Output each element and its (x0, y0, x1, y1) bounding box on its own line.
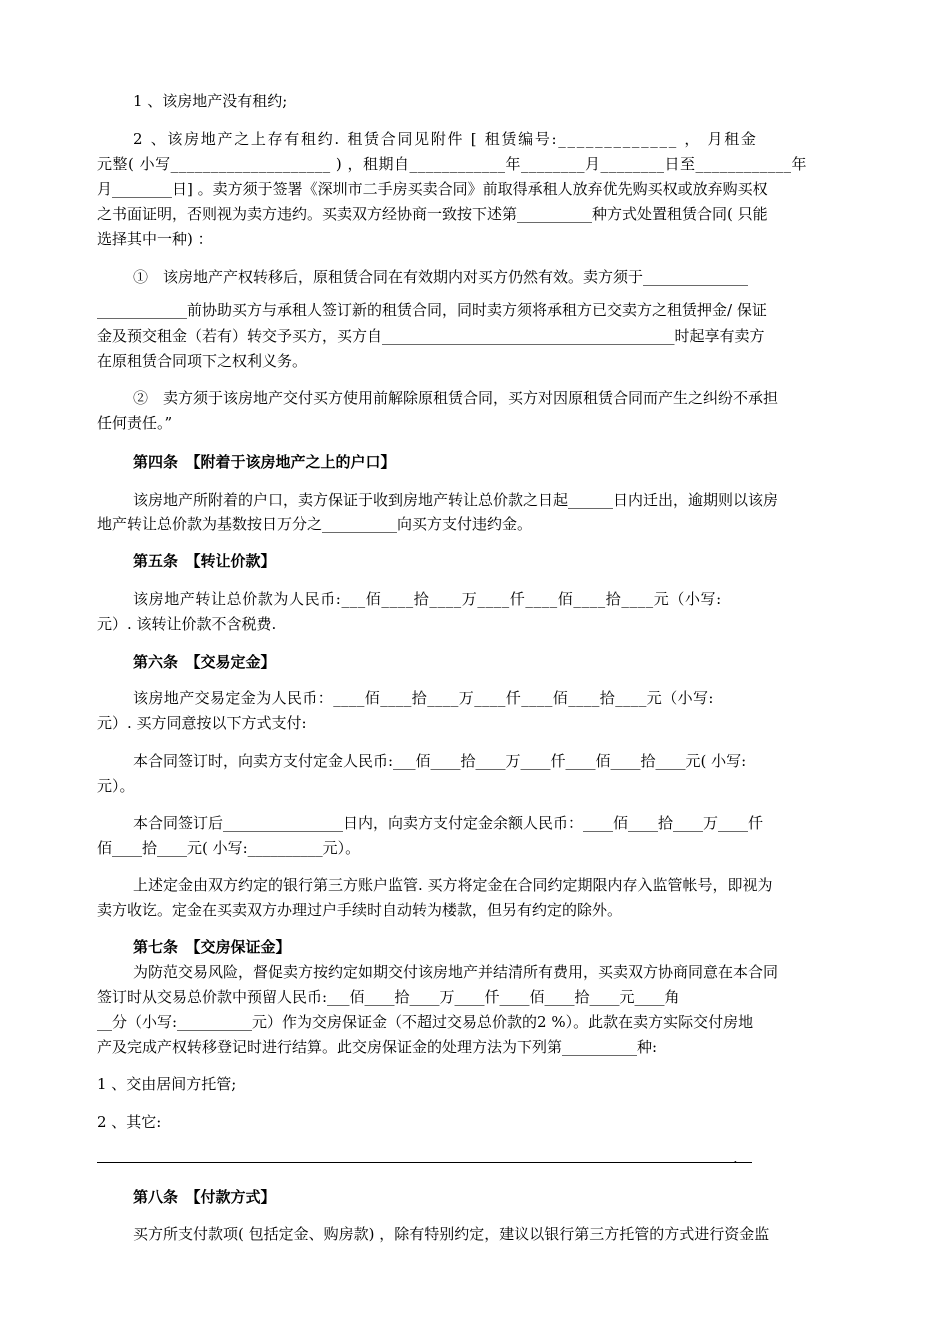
text-line: 上述定金由双方约定的银行第三方账户监管. 买方将定金在合同约定期限内存入监管帐号，即视为 (133, 876, 773, 894)
option-1: 1 、交由居间方托管; (97, 1075, 237, 1093)
text-line: 选择其中一种) ： (97, 230, 213, 248)
text-line: 本合同签订时，向卖方支付定金人民币:___佰____拾____万____仟____佰____拾____元( 小写: (133, 752, 747, 770)
text-line: ____________前协助买方与承租人签订新的租赁合同，同时卖方须将承租方已交卖方之租赁押金/ 保证 (97, 301, 767, 319)
option-1: ① 该房地产产权转移后，原租赁合同在有效期内对买方仍然有效。卖方须于______________ (133, 268, 749, 286)
text-line: 买方所支付款项( 包括定金、购房款) ，除有特别约定，建议以银行第三方托管的方式进行资金监 (133, 1225, 770, 1243)
clause-item-1: 1 、该房地产没有租约; (133, 92, 288, 110)
text-line: 元）。 (97, 777, 135, 795)
text-line: 签订时从交易总价款中预留人民币:___佰____拾____万____仟____佰____拾____元____角 (97, 988, 680, 1006)
option-2: 2 、其它: (97, 1113, 162, 1131)
text-line: 元）. 买方同意按以下方式支付: (97, 714, 307, 732)
text-line: 该房地产转让总价款为人民币:___佰____拾____万____仟____佰____拾____元（小写: (133, 590, 722, 608)
text-line: 佰____拾____元( 小写:__________元）。 (97, 839, 361, 857)
fill-in-line (97, 1162, 752, 1163)
text-line: 任何责任。” (97, 414, 173, 432)
article-6-heading: 第六条 【交易定金】 (133, 653, 276, 671)
text-line: __分（小写:__________元）作为交房保证金（不超过交易总价款的2 %）。此款在卖方实际交付房地 (97, 1013, 754, 1031)
article-7-heading: 第七条 【交房保证金】 (133, 938, 291, 956)
text-line: 为防范交易风险，督促卖方按约定如期交付该房地产并结清所有费用，买卖双方协商同意在本合同 (133, 963, 779, 981)
trailing-period: . (733, 1149, 738, 1167)
text-line: 产及完成产权转移登记时进行结算。此交房保证金的处理方法为下列第__________种: (97, 1038, 658, 1056)
text-line: 元）. 该转让价款不含税费. (97, 615, 277, 633)
text-line: 之书面证明，否则视为卖方违约。买卖双方经协商一致按下述第__________种方式处置租赁合同( 只能 (97, 205, 768, 223)
text-line: 元整( 小写____________________ ) ，租期自____________年________月________日至____________年 (97, 155, 808, 173)
article-5-heading: 第五条 【转让价款】 (133, 552, 276, 570)
text-line: 本合同签订后________________日内，向卖方支付定金余额人民币：____佰____拾____万____仟 (133, 814, 764, 832)
text-line: 该房地产所附着的户口，卖方保证于收到房地产转让总价款之日起______日内迁出，逾期则以该房 (133, 491, 779, 509)
text-line: 金及预交租金（若有）转交予买方，买方自_______________________________________时起享有卖方 (97, 327, 765, 345)
text-line: 卖方收讫。定金在买卖双方办理过户手续时自动转为楼款，但另有约定的除外。 (97, 901, 623, 919)
article-8-heading: 第八条 【付款方式】 (133, 1188, 276, 1206)
option-2: ② 卖方须于该房地产交付买方使用前解除原租赁合同，买方对因原租赁合同而产生之纠纷不承担 (133, 389, 779, 407)
clause-item-2: 2 、该房地产之上存有租约. 租赁合同见附件 [ 租赁编号:_____________ ， 月租金 (133, 130, 758, 148)
text-line: 月________日] 。卖方须于签署《深圳市二手房买卖合同》前取得承租人放弃优先购买权或放弃购买权 (97, 180, 768, 198)
text-line: 在原租赁合同项下之权利义务。 (97, 352, 308, 370)
text-line: 该房地产交易定金为人民币：____佰____拾____万____仟____佰____拾____元（小写: (133, 689, 714, 707)
article-4-heading: 第四条 【附着于该房地产之上的户口】 (133, 453, 396, 471)
text-line: 地产转让总价款为基数按日万分之__________向买方支付违约金。 (97, 515, 533, 533)
